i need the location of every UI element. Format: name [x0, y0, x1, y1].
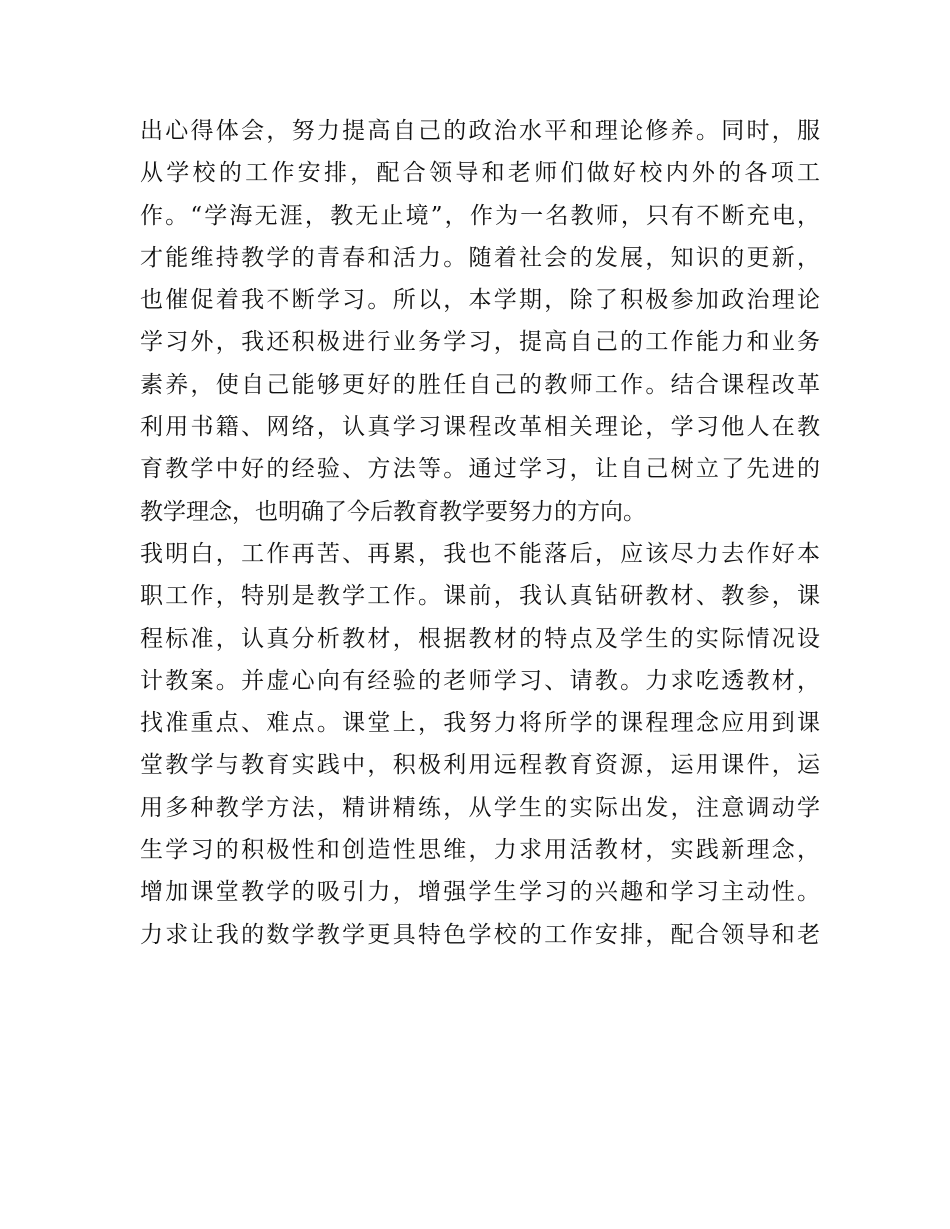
text-line: 找准重点、难点。课堂上，我努力将所学的课程理念应用到课: [140, 710, 820, 737]
text-line: 计教案。并虚心向有经验的老师学习、请教。力求吃透教材，: [140, 667, 820, 694]
text-line: 职工作，特别是教学工作。课前，我认真钻研教材、教参，课: [140, 583, 820, 610]
text-line: 出心得体会，努力提高自己的政治水平和理论修养。同时，服: [140, 118, 820, 144]
text-line: 用多种教学方法，精讲精练，从学生的实际出发，注意调动学: [140, 794, 820, 821]
text-line: 从学校的工作安排，配合领导和老师们做好校内外的各项工: [140, 160, 820, 187]
text-line: 我明白，工作再苦、再累，我也不能落后，应该尽力去作好本: [140, 540, 820, 567]
text-line: 教学理念，也明确了今后教育教学要努力的方向。: [140, 498, 646, 525]
text-line: 学习外，我还积极进行业务学习，提高自己的工作能力和业务: [140, 329, 820, 356]
text-line: 利用书籍、网络，认真学习课程改革相关理论，学习他人在教: [140, 414, 820, 441]
text-line: 素养，使自己能够更好的胜任自己的教师工作。结合课程改革: [140, 371, 820, 398]
text-line: 程标准，认真分析教材，根据教材的特点及学生的实际情况设: [140, 625, 820, 652]
body-text: [140, 110, 820, 956]
text-line: 堂教学与教育实践中，积极利用远程教育资源，运用课件，运: [140, 752, 820, 779]
text-line: 增加课堂教学的吸引力，增强学生学习的兴趣和学习主动性。: [140, 879, 820, 906]
text-line: 作。“学海无涯，教无止境”，作为一名教师，只有不断充电，: [140, 202, 820, 229]
text-line: 才能维持教学的青春和活力。随着社会的发展，知识的更新，: [140, 244, 820, 271]
text-line: 力求让我的数学教学更具特色学校的工作安排，配合领导和老: [140, 921, 820, 948]
text-line: 育教学中好的经验、方法等。通过学习，让自己树立了先进的: [140, 456, 820, 483]
text-line: 生学习的积极性和创造性思维，力求用活教材，实践新理念，: [140, 837, 820, 864]
text-line: 也催促着我不断学习。所以，本学期，除了积极参加政治理论: [140, 287, 820, 314]
